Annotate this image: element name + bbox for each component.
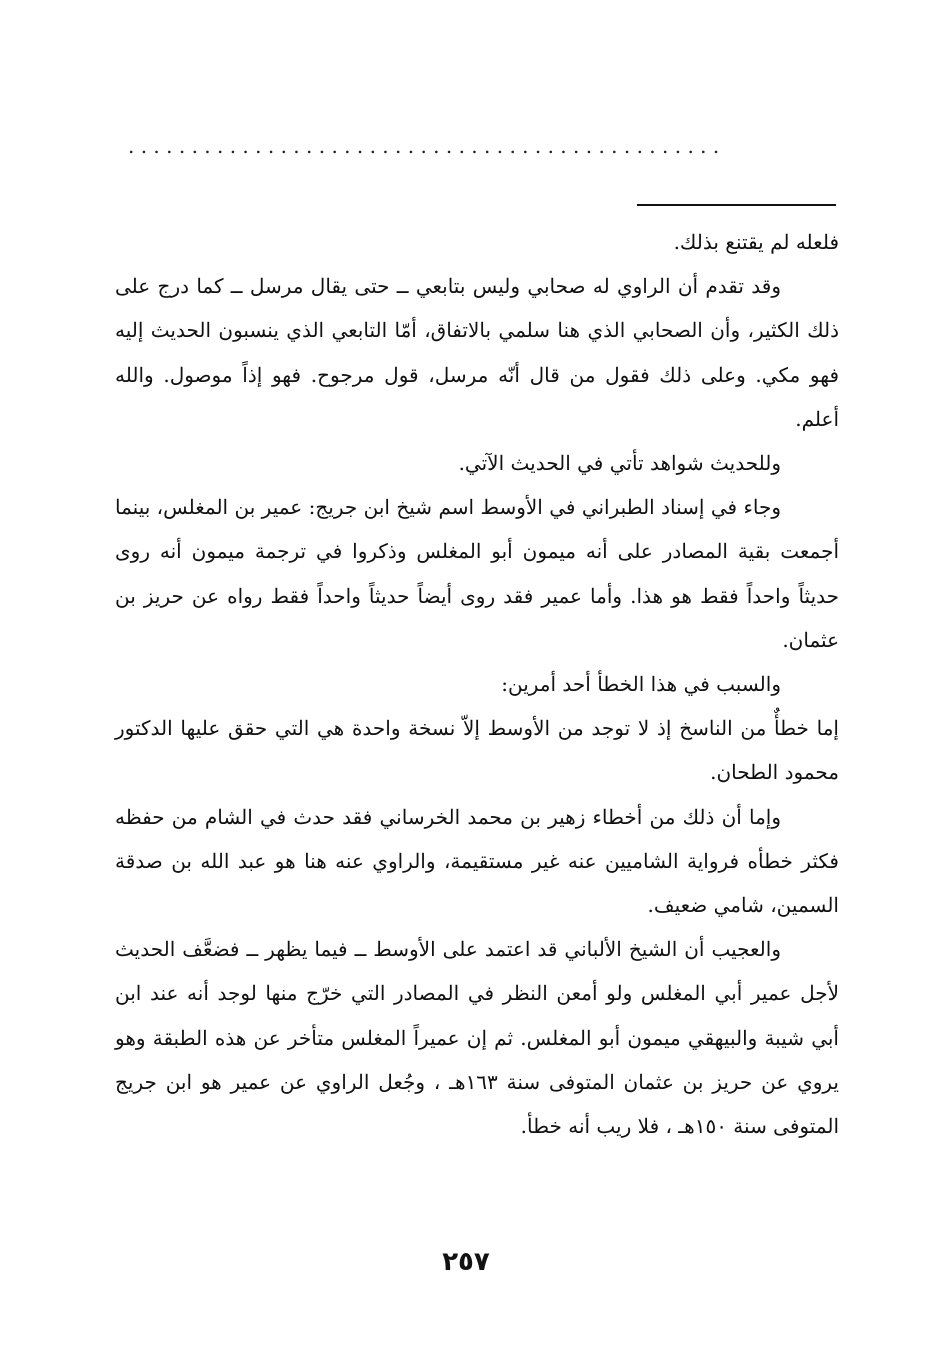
paragraph: والسبب في هذا الخطأ أحد أمرين:: [501, 672, 781, 697]
paragraph: وقد تقدم أن الراوي له صحابي وليس بتابعي ــ حتى يقال مرسل ــ كما درج على ذلك الكثير، وأن الصحابي الذي هنا سلمي بالاتفاق، أمّا التابعي الذي ينسبون الحديث إليه فهو مكي. وعلى ذلك فقول من قال أنّه مرسل، قول مرجوح. فهو إذاً موصول. والله أعلم.: [115, 274, 839, 431]
paragraph: وجاء في إسناد الطبراني في الأوسط اسم شيخ ابن جريج: عمير بن المغلس، بينما أجمعت بقية المصادر على أنه ميمون أبو المغلس وذكروا في ترجمة ميمون أنه روى حديثاً واحداً فقط هو هذا. وأما عمير فقد روى أيضاً حديثاً واحداً فقط رواه عن حريز بن عثمان.: [115, 495, 839, 652]
paragraph: فلعله لم يقتنع بذلك.: [673, 230, 839, 254]
paragraph: إما خطأٌ من الناسخ إذ لا توجد من الأوسط إلاّ نسخة واحدة هي التي حقق عليها الدكتور محمود الطحان.: [115, 716, 839, 785]
paragraph: والعجيب أن الشيخ الألباني قد اعتمد على الأوسط ــ فيما يظهر ــ فضعَّف الحديث لأجل عمير أبي المغلس ولو أمعن النظر في المصادر التي خرّج منها لوجد أنه عند ابن أبي شيبة والبيهقي ميمون أبو المغلس. ثم إن عميراً المغلس متأخر عن هذه الطبقة وهو يروي عن حريز بن عثمان المتوفى سنة ١٦٣هـ ، وجُعل الراوي عن عمير هو ابن جريج المتوفى سنة ١٥٠هـ ، فلا ريب أنه خطأ.: [115, 937, 839, 1139]
body-text: [115, 220, 839, 1148]
paragraph: وللحديث شواهد تأتي في الحديث الآتي.: [458, 451, 781, 476]
dotted-separator: . . . . . . . . . . . . . . . . . . . . . . . . . . . . . . . . . . . . . . . . . . . . . . .: [128, 136, 720, 156]
paragraph: وإما أن ذلك من أخطاء زهير بن محمد الخرساني فقد حدث في الشام من حفظه فكثر خطأه فرواية الشاميين عنه غير مستقيمة، والراوي عنه هنا هو عبد الله بن صدقة السمين، شامي ضعيف.: [115, 804, 839, 918]
footnote-rule: [637, 204, 836, 206]
page-number: ٢٥٧: [442, 1247, 490, 1277]
